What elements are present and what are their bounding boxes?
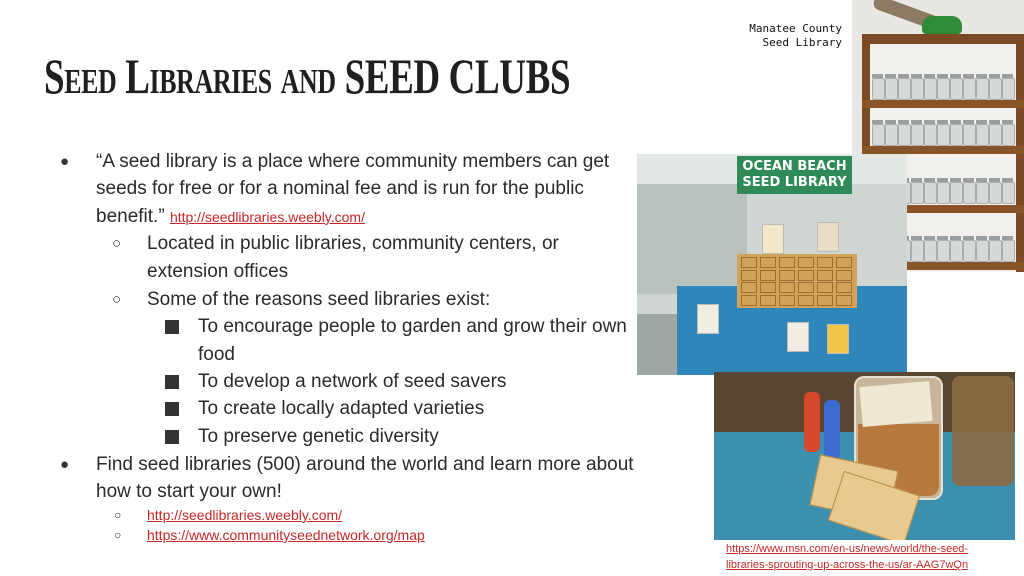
marker	[804, 392, 820, 452]
seed-jar	[963, 124, 976, 146]
reason-1-line1: To encourage people to garden and grow their own	[198, 316, 627, 337]
catalog-drawer	[798, 295, 814, 306]
caption-line-2: Seed Library	[762, 36, 842, 49]
seed-jar	[950, 78, 963, 100]
bullet1-line1: “A seed library is a place where community members can get	[96, 151, 610, 172]
seed-jar	[976, 78, 989, 100]
seed-jar	[937, 240, 950, 262]
bullet1-line2: seeds for free or for a nominal fee and is run for the public	[96, 178, 584, 199]
catalog-drawer	[836, 282, 852, 293]
seed-jar	[898, 78, 911, 100]
seed-jar	[924, 240, 937, 262]
catalog-drawer	[741, 257, 757, 268]
reason-3: To create locally adapted varieties	[198, 398, 485, 419]
caption-line-1: Manatee County	[749, 22, 842, 35]
catalog-drawer	[760, 257, 776, 268]
seed-jar	[924, 182, 937, 204]
book	[817, 222, 839, 252]
catalog-drawer	[760, 270, 776, 281]
seed-jar	[1002, 78, 1015, 100]
catalog-drawer	[760, 282, 776, 293]
communityseednetwork-link[interactable]: https://www.communityseednetwork.org/map	[147, 527, 425, 543]
seed-jar	[937, 78, 950, 100]
sub-bullet-circle: ○	[112, 291, 122, 308]
msn-link-line-2[interactable]: libraries-sprouting-up-across-the-us/ar-AAG7wQn	[726, 559, 969, 571]
catalog-drawer	[817, 257, 833, 268]
seed-jar	[950, 240, 963, 262]
bullet-dot: ●	[60, 456, 70, 473]
card-catalog-drawers	[737, 254, 857, 308]
seed-jar	[1002, 124, 1015, 146]
catalog-drawer	[798, 257, 814, 268]
catalog-drawer	[798, 270, 814, 281]
seed-jar	[885, 78, 898, 100]
bullet1-quote-end: benefit.”	[96, 206, 165, 227]
book	[787, 322, 809, 352]
seed-jar	[950, 124, 963, 146]
seed-jar	[950, 182, 963, 204]
sub1-line2: extension offices	[147, 261, 289, 282]
bullet2-line2: how to start your own!	[96, 481, 282, 502]
seed-jar	[952, 376, 1014, 486]
catalog-drawer	[741, 270, 757, 281]
seed-jars-photo	[714, 372, 1015, 540]
catalog-drawer	[817, 282, 833, 293]
seed-jar	[1002, 240, 1015, 262]
frog-figurine	[922, 16, 962, 34]
bullet2-line1: Find seed libraries (500) around the world and learn more about	[96, 454, 634, 475]
book	[827, 324, 849, 354]
seed-jar	[976, 182, 989, 204]
square-bullet-icon	[165, 320, 179, 334]
slide-title: Seed Libraries and SEED CLUBS	[44, 48, 571, 104]
seed-jar	[937, 182, 950, 204]
catalog-drawer	[836, 270, 852, 281]
photo-caption-manatee	[744, 22, 842, 50]
catalog-drawer	[817, 295, 833, 306]
seed-jar	[976, 124, 989, 146]
seed-jar	[989, 78, 1002, 100]
square-bullet-icon	[165, 402, 179, 416]
library-wall	[637, 184, 747, 294]
seedlibraries-link-2[interactable]: http://seedlibraries.weebly.com/	[147, 507, 343, 523]
seed-jar	[937, 124, 950, 146]
seed-jar	[872, 124, 885, 146]
catalog-drawer	[779, 282, 795, 293]
reason-2: To develop a network of seed savers	[198, 371, 507, 392]
shelf-board	[862, 100, 1024, 108]
sign-line-2: SEED LIBRARY	[742, 175, 847, 190]
sub-bullet-circle: ○	[114, 528, 122, 542]
sub1-line1: Located in public libraries, community centers, or	[147, 233, 559, 254]
bullet-dot: ●	[60, 153, 70, 170]
sub2-line1: Some of the reasons seed libraries exist:	[147, 289, 491, 310]
ocean-beach-sign	[737, 156, 852, 194]
book	[697, 304, 719, 334]
sign-line-1: OCEAN BEACH	[742, 159, 847, 174]
seed-jar	[963, 78, 976, 100]
catalog-drawer	[741, 282, 757, 293]
catalog-drawer	[798, 282, 814, 293]
seedlibraries-link[interactable]: http://seedlibraries.weebly.com/	[169, 209, 365, 225]
seed-jar	[911, 182, 924, 204]
catalog-drawer	[760, 295, 776, 306]
reason-4: To preserve genetic diversity	[198, 426, 439, 447]
seed-jar	[911, 124, 924, 146]
seed-jar	[989, 124, 1002, 146]
catalog-drawer	[817, 270, 833, 281]
seed-jar	[989, 182, 1002, 204]
msn-link-line-1[interactable]: https://www.msn.com/en-us/news/world/the-seed-	[726, 543, 969, 555]
bullet1-line3	[96, 203, 365, 231]
seed-jar	[872, 78, 885, 100]
seed-jar	[924, 78, 937, 100]
ocean-beach-photo	[637, 154, 907, 375]
msn-article-link[interactable]	[726, 541, 1006, 573]
catalog-drawer	[836, 295, 852, 306]
seed-jar	[976, 240, 989, 262]
book	[762, 224, 784, 254]
seed-jar	[885, 124, 898, 146]
catalog-drawer	[779, 295, 795, 306]
seed-jar	[924, 124, 937, 146]
catalog-drawer	[741, 295, 757, 306]
sub-bullet-circle: ○	[112, 235, 122, 252]
jar-label	[859, 381, 932, 427]
reason-1-line2: food	[198, 344, 235, 365]
catalog-drawer	[779, 270, 795, 281]
seed-jar	[963, 240, 976, 262]
seed-jar	[963, 182, 976, 204]
seed-jar	[1002, 182, 1015, 204]
sub-bullet-circle: ○	[114, 508, 122, 522]
seed-jar	[911, 240, 924, 262]
seed-jar	[911, 78, 924, 100]
seed-jar	[989, 240, 1002, 262]
seed-jar	[898, 124, 911, 146]
shelf-board	[862, 146, 1024, 154]
square-bullet-icon	[165, 375, 179, 389]
marker	[824, 400, 840, 460]
catalog-drawer	[836, 257, 852, 268]
square-bullet-icon	[165, 430, 179, 444]
catalog-drawer	[779, 257, 795, 268]
